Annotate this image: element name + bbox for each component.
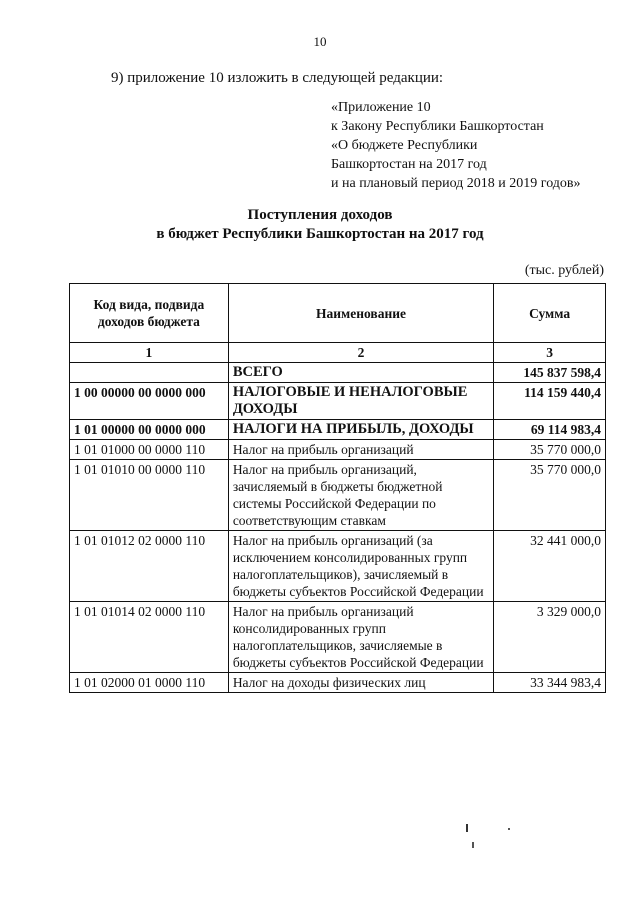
row-sum: 35 770 000,0	[494, 460, 606, 531]
scan-mark	[508, 828, 510, 830]
page-number: 10	[313, 34, 327, 49]
row-code: 1 01 01012 02 0000 110	[70, 531, 229, 602]
scan-mark	[472, 842, 474, 848]
table-row	[70, 363, 606, 383]
units-label: (тыс. рублей)	[524, 263, 604, 278]
table-row	[70, 460, 606, 531]
row-code: 1 00 00000 00 0000 000	[70, 383, 229, 420]
row-sum: 32 441 000,0	[494, 531, 606, 602]
row-sum: 69 114 983,4	[494, 420, 606, 440]
row-code: 1 01 01014 02 0000 110	[70, 602, 229, 673]
column-number: 1	[70, 343, 229, 363]
row-code: 1 01 01010 00 0000 110	[70, 460, 229, 531]
title-line: в бюджет Республики Башкортостан на 2017 год	[156, 226, 484, 242]
header-code: Код вида, подвида доходов бюджета	[70, 284, 229, 343]
row-name: Налог на прибыль организаций (за исключением консолидированных групп налогоплательщиков), зачисляемый в бюджеты субъектов Российской Федерации	[228, 531, 493, 602]
document-title	[0, 206, 640, 244]
row-name: Налог на прибыль организаций консолидированных групп налогоплательщиков, зачисляемые в бюджеты субъектов Российской Федерации	[228, 602, 493, 673]
row-name: ВСЕГО	[228, 363, 493, 383]
row-name: НАЛОГОВЫЕ И НЕНАЛОГОВЫЕ ДОХОДЫ	[228, 383, 493, 420]
title-line: Поступления доходов	[247, 207, 393, 223]
row-sum: 33 344 983,4	[494, 673, 606, 693]
row-code: 1 01 01000 00 0000 110	[70, 440, 229, 460]
row-sum: 114 159 440,4	[494, 383, 606, 420]
appendix-line: и на плановый период 2018 и 2019 годов»	[331, 176, 581, 191]
appendix-line: Башкортостан на 2017 год	[331, 157, 487, 172]
column-number: 2	[228, 343, 493, 363]
row-sum: 3 329 000,0	[494, 602, 606, 673]
row-name: НАЛОГИ НА ПРИБЫЛЬ, ДОХОДЫ	[228, 420, 493, 440]
table-row	[70, 383, 606, 420]
header-sum: Сумма	[494, 284, 606, 343]
table-row	[70, 531, 606, 602]
row-sum: 145 837 598,4	[494, 363, 606, 383]
scan-mark	[466, 824, 468, 832]
row-code	[70, 363, 229, 383]
table-row	[70, 420, 606, 440]
row-name: Налог на доходы физических лиц	[228, 673, 493, 693]
table-header-row	[70, 284, 606, 343]
row-name: Налог на прибыль организаций	[228, 440, 493, 460]
column-number-row	[70, 343, 606, 363]
table-row	[70, 602, 606, 673]
table-row	[70, 440, 606, 460]
amendment-intro: 9) приложение 10 изложить в следующей редакции:	[111, 70, 444, 86]
row-code: 1 01 00000 00 0000 000	[70, 420, 229, 440]
row-sum: 35 770 000,0	[494, 440, 606, 460]
revenue-table	[69, 283, 606, 693]
appendix-reference	[331, 98, 581, 193]
row-name: Налог на прибыль организаций, зачисляемый в бюджеты бюджетной системы Российской Федерации по соответствующим ставкам	[228, 460, 493, 531]
appendix-line: к Закону Республики Башкортостан	[331, 119, 544, 134]
column-number: 3	[494, 343, 606, 363]
table-row	[70, 673, 606, 693]
appendix-line: «Приложение 10	[331, 100, 431, 115]
row-code: 1 01 02000 01 0000 110	[70, 673, 229, 693]
header-name: Наименование	[228, 284, 493, 343]
appendix-line: «О бюджете Республики	[331, 138, 478, 153]
